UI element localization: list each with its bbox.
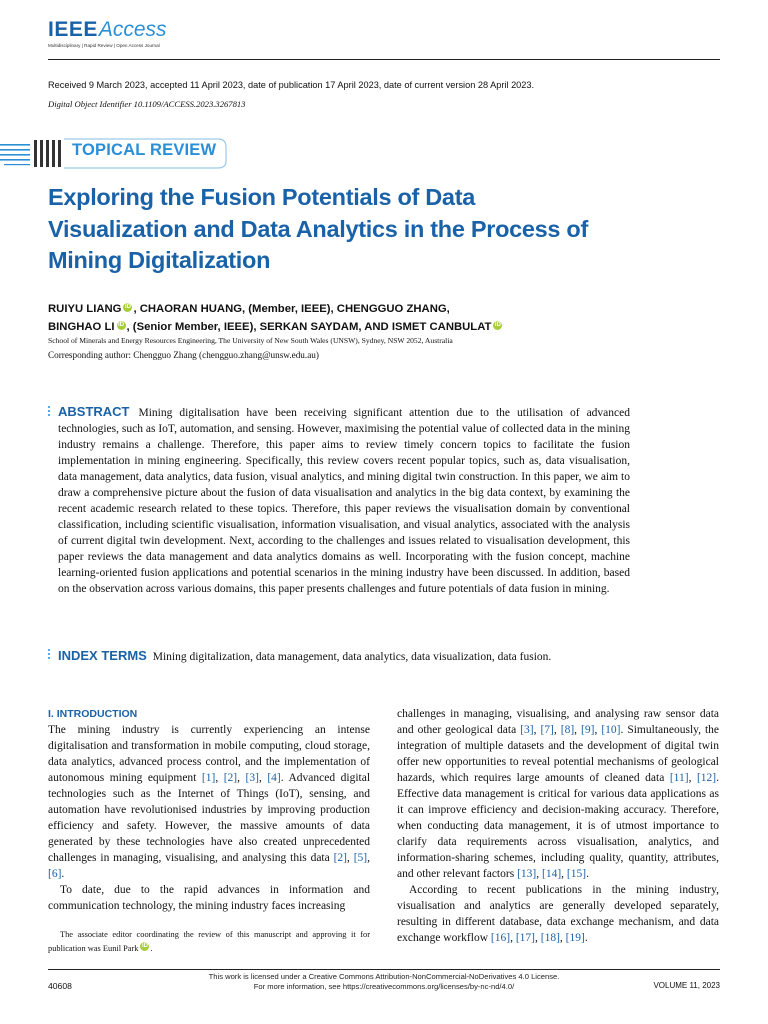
citation-link[interactable]: [8]: [560, 724, 575, 736]
citation-link[interactable]: [12]: [696, 772, 717, 784]
logo-access: Access: [98, 18, 167, 41]
citation-link[interactable]: [7]: [540, 724, 554, 736]
section-heading: I. INTRODUCTION: [48, 708, 138, 720]
paragraph: To date, due to the rapid advances in information and communication technology, the mining industry faces increasing: [48, 884, 370, 912]
volume-label: VOLUME 11, 2023: [653, 981, 720, 990]
article-type-label: TOPICAL REVIEW: [72, 141, 217, 159]
author-name: , (Senior Member, IEEE), SERKAN SAYDAM, AND ISMET CANBULAT: [126, 321, 492, 333]
index-terms-heading: INDEX TERMS: [58, 648, 147, 663]
abstract: [58, 404, 630, 597]
body-column-right: [397, 706, 719, 946]
citation-link[interactable]: [9]: [581, 724, 595, 736]
editor-footnote: The associate editor coordinating the review of this manuscript and approving it for publication was Eunil Park iD .: [48, 930, 370, 953]
license-link[interactable]: For more information, see https://creativecommons.org/licenses/by-nc-nd/4.0/: [253, 982, 515, 991]
footer-rule: [48, 969, 720, 970]
author-name: RUIYU LIANG: [48, 303, 122, 315]
citation-link[interactable]: [2]: [333, 852, 347, 864]
index-terms-text: Mining digitalization, data management, data analytics, data visualization, data fusion.: [152, 651, 552, 663]
doi: Digital Object Identifier 10.1109/ACCESS.2023.3267813: [48, 99, 246, 109]
journal-logo: [48, 18, 167, 48]
orcid-icon[interactable]: iD: [118, 322, 125, 328]
index-terms: [58, 648, 698, 665]
orcid-icon[interactable]: iD: [494, 322, 501, 328]
license-notice: This work is licensed under a Creative Commons Attribution-NonCommercial-NoDerivatives 4.0 License. For more information, see https://creativecommons.org/licenses/by-nc-nd/4.0/: [170, 972, 598, 992]
corresponding-author: Corresponding author: Chengguo Zhang (chengguo.zhang@unsw.edu.au): [48, 350, 319, 360]
orcid-icon[interactable]: iD: [124, 304, 131, 310]
citation-link[interactable]: [15]: [566, 868, 587, 880]
abstract-text: Mining digitalisation have been receiving significant attention due to the utilisation of advanced technologies, such as IoT, automation, and sensing. However, maximising the potential value of collected data in the mining industry remains a challenge. Therefore, this paper aims to review timely concern topics to facilitate the fusion implementation in mining engineering. Specifically, this review covers recent popular topics, such as, data visualisation, data management, data analytics, data fusion, visual analytics, and mining digital twin construction. In this paper, we aim to draw a comprehensive picture about the fusion of data visualisation and analytics in the big data context, by examining the recent academic research related to these topics. Therefore, this paper reviews the visualisation domain by conventional classification, including scientific visualisation, information visualisation, and visual analytics, associated with the analysis of current digital twin development. Next, according to the challenges and issues related to visualisation development, this paper reviews the data management and data analytics domains as well. Incorporating with the fusion concept, machine learning-oriented fusion applications and potential scenarios in the mining industry have been discussed. In addition, based on the observation across various domains, this paper presents challenges and future potentials of data fusion in mining.: [58, 407, 630, 595]
logo-ieee: IEEE: [48, 18, 98, 41]
affiliation: School of Minerals and Energy Resources Engineering, The University of New South Wales (UNSW), Sydney, NSW 2052, Australia: [48, 336, 453, 345]
paragraph: According to recent publications in the mining industry, visualisation and analytics are generally developed separately, resulting in different database, data exchange mechanism, and data exchange workflow [16], [17], [18], [19].: [397, 884, 719, 944]
paragraph: The mining industry is currently experiencing an intense digitalisation and transformation in mobile computing, cloud storage, data analytics, advanced process control, and the implementation of autonomous mining equipment [1], [2], [3], [4]. Advanced digital technologies such as the Internet of Things (IoT), sensing, and automation have revolutionised industries by improving production efficiency and safety. However, the massive amounts of data generated by these technologies have also created unprecedented challenges in managing, visualising, and analysing this data [2], [5], [6].: [48, 724, 371, 880]
citation-link[interactable]: [14]: [541, 868, 562, 880]
author-line-1: [48, 300, 588, 318]
citation-link[interactable]: [3]: [245, 772, 259, 784]
journal-tagline: Multidisciplinary | Rapid Review | Open Access Journal: [48, 43, 160, 48]
citation-link[interactable]: [19]: [565, 932, 585, 944]
citation-link[interactable]: [10]: [601, 724, 621, 736]
abstract-dots-icon: [48, 406, 52, 418]
citation-link[interactable]: [6]: [48, 868, 62, 880]
body-column-left: [48, 706, 370, 914]
paper-title: Exploring the Fusion Potentials of Data Visualization and Data Analytics in the Process of Mining Digitalization: [48, 184, 589, 273]
citation-link[interactable]: [1]: [201, 772, 216, 784]
author-name: BINGHAO LI: [48, 321, 115, 333]
author-list: [48, 300, 588, 336]
index-dots-icon: [48, 649, 52, 661]
citation-link[interactable]: [3]: [520, 724, 534, 736]
author-line-2: [48, 318, 588, 336]
citation-link[interactable]: [18]: [540, 932, 560, 944]
citation-link[interactable]: [16]: [490, 932, 511, 944]
abstract-heading: ABSTRACT: [58, 404, 130, 419]
citation-link[interactable]: [4]: [267, 772, 281, 784]
citation-link[interactable]: [11]: [669, 772, 689, 784]
citation-link[interactable]: [2]: [223, 772, 238, 784]
header-rule: [48, 59, 720, 60]
author-name: , CHAORAN HUANG, (Member, IEEE), CHENGGUO ZHANG,: [133, 303, 450, 315]
article-dates: Received 9 March 2023, accepted 11 April 2023, date of publication 17 April 2023, date of current version 28 April 2023.: [48, 80, 535, 90]
paragraph: challenges in managing, visualising, and analysing raw sensor data and other geological data [3], [7], [8], [9], [10]. Simultaneously, the integration of multiple datasets and the development of digital twin offer new opportunities to reveal potential mechanisms of geological hazards, which requires large amounts of cleaned data [11], [12]. Effective data management is critical for various data applications as it can improve efficiency and decision-making accuracy. Therefore, when conducting data management, it is of utmost importance to clarify data requirements across visualisation, analytics, and information-sharing schemes, including quality, quantity, attributes, and other relevant factors [13], [14], [15].: [397, 708, 720, 880]
page-number: 40608: [48, 981, 72, 991]
citation-link[interactable]: [17]: [515, 932, 535, 944]
orcid-icon[interactable]: iD: [141, 943, 148, 949]
citation-link[interactable]: [13]: [517, 868, 537, 880]
citation-link[interactable]: [5]: [353, 852, 368, 864]
